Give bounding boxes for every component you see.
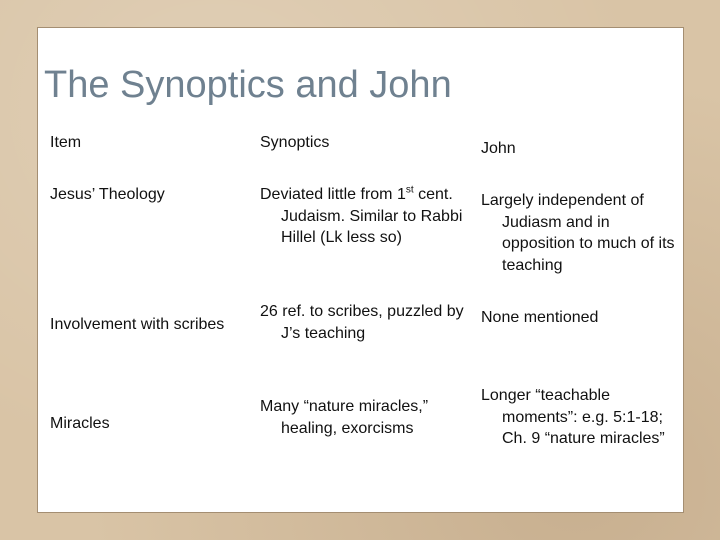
row-theology-synoptics	[260, 184, 465, 249]
synoptics-text-start: Deviated little from 1	[260, 186, 406, 203]
row-scribes-john: None mentioned	[481, 309, 599, 326]
header-john: John	[481, 140, 516, 157]
row-scribes-item: Involvement with scribes	[50, 316, 225, 333]
slide	[37, 27, 684, 513]
row-theology-item: Jesus’ Theology	[50, 186, 165, 203]
row-miracles-john: Longer “teachable moments”: e.g. 5:1-18; Ch. 9 “nature miracles”	[481, 387, 665, 447]
row-miracles-item: Miracles	[50, 415, 110, 432]
row-scribes-synoptics: 26 ref. to scribes, puzzled by J’s teaching	[260, 303, 464, 342]
row-miracles-synoptics: Many “nature miracles,” healing, exorcisms	[260, 398, 429, 437]
ordinal-superscript: st	[405, 184, 414, 196]
header-item: Item	[50, 134, 82, 151]
header-synoptics: Synoptics	[260, 134, 330, 151]
slide-title: The Synoptics and John	[44, 64, 452, 106]
row-theology-john: Largely independent of Judiasm and in opposition to much of its teaching	[481, 192, 675, 274]
synoptics-text-end: cent. Judaism. Similar to Rabbi Hillel (Lk less so)	[281, 186, 463, 246]
